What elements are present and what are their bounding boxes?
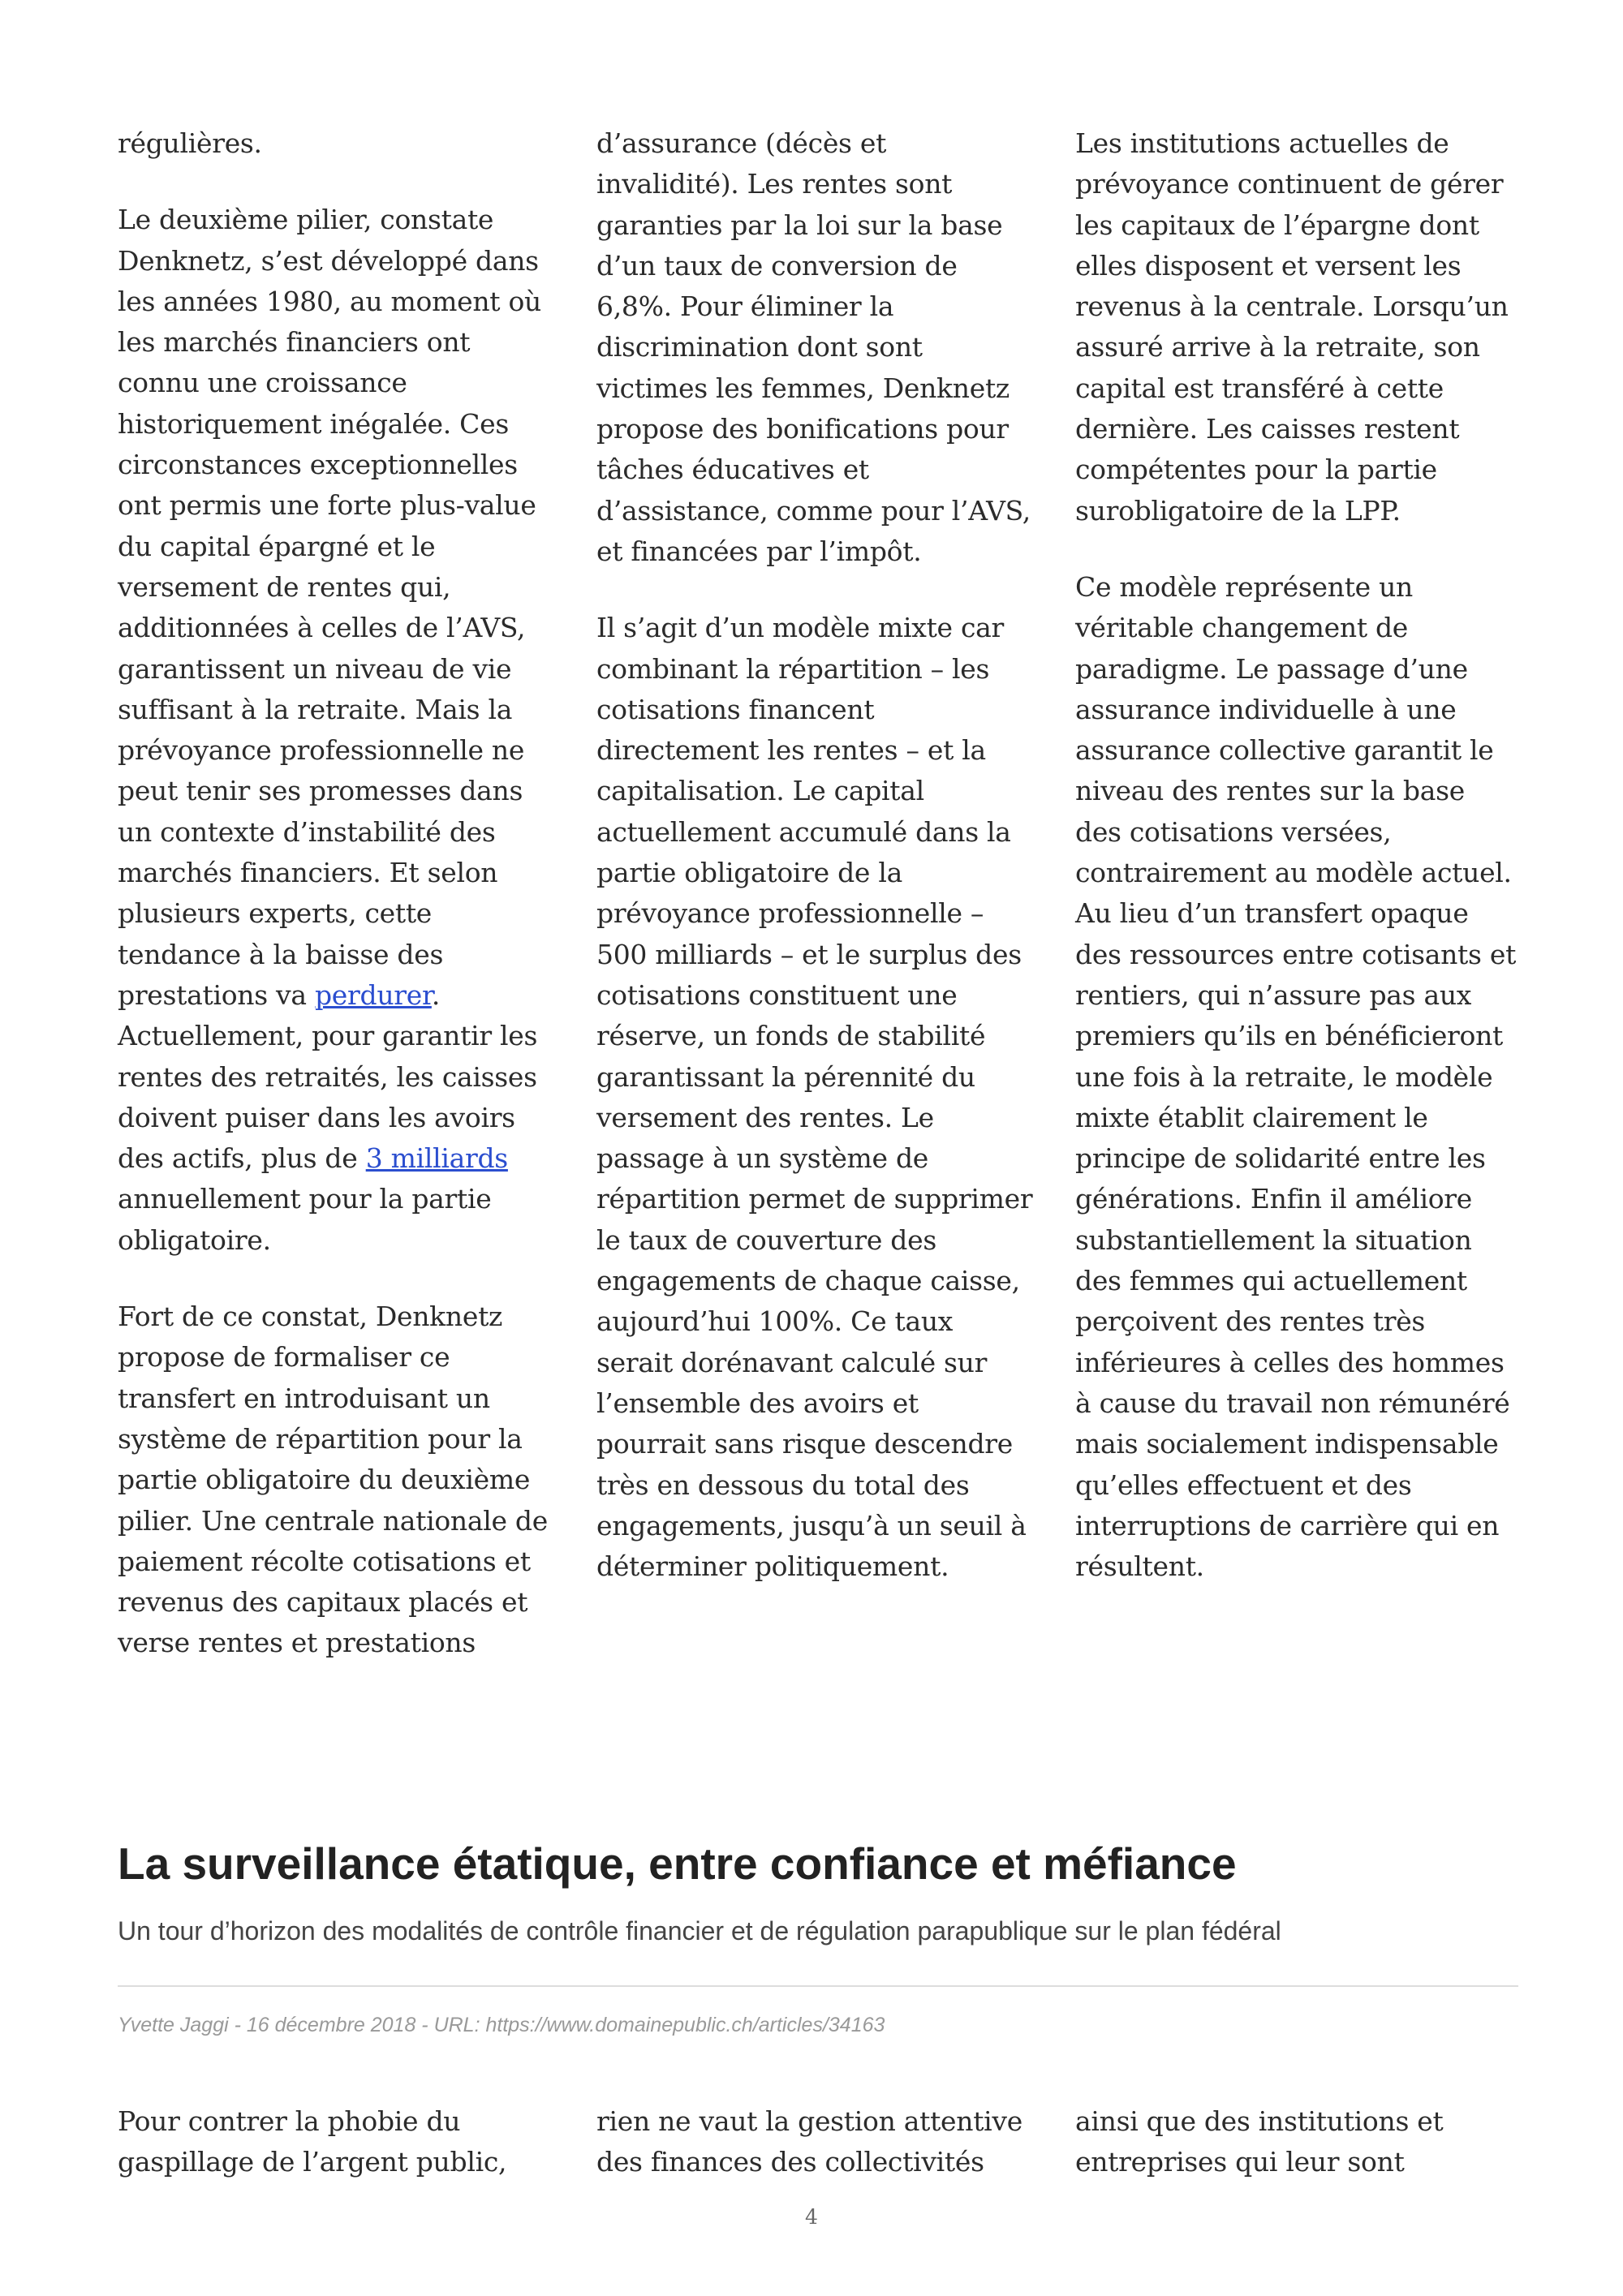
article2-column-1: [118, 2101, 556, 2219]
paragraph: Ce modèle représente un véritable changement de paradigme. Le passage d’une assurance individuelle à une assurance collective garantit le niveau des rentes sur la base des cotisations versées, contrairement au modèle actuel. Au lieu d’un transfert opaque des ressources entre cotisants et rentiers, qui n’assure pas aux premiers qu’ils en bénéficieront une fois à la retraite, le modèle mixte établit clairement le principe de solidarité entre les générations. Enfin il améliore substantiellement la situation des femmes qui actuellement perçoivent des rentes très inférieures à celles des hommes à cause du travail non rémunéré mais socialement indispensable qu’elles effectuent et des interruptions de carrière qui en résultent.: [1075, 570, 1517, 1583]
article-column-1: [118, 123, 556, 1700]
paragraph: Les institutions actuelles de prévoyance continuent de gérer les capitaux de l’épargne dont elles disposent et versent les revenus à la centrale. Lorsqu’un assuré arrive à la retraite, son capital est transféré à cette dernière. Les caisses restent compétentes pour la partie surobligatoire de la LPP.: [1075, 127, 1509, 527]
article-column-2: [596, 123, 1035, 1623]
article-byline: Yvette Jaggi - 16 décembre 2018 - URL: https://www.domainepublic.ch/articles/34163: [118, 2014, 885, 2036]
article2-column-3: [1075, 2101, 1518, 2219]
page-number: 4: [805, 2205, 818, 2229]
paragraph: Pour contrer la phobie du gaspillage de l’argent public,: [118, 2105, 507, 2178]
paragraph: Fort de ce constat, Denknetz propose de formaliser ce transfert en introduisant un système de répartition pour la partie obligatoire du deuxième pilier. Une centrale nationale de paiement récolte cotisations et revenus des capitaux placés et verse rentes et prestations: [118, 1301, 548, 1659]
article2-column-2: [596, 2101, 1051, 2219]
article-column-3: [1075, 123, 1518, 1623]
paragraph: [118, 200, 556, 1261]
link-3-milliards[interactable]: 3 milliards: [365, 1142, 508, 1175]
article-subtitle: Un tour d’horizon des modalités de contrôle financier et de régulation parapublique sur le plan fédéral: [118, 1916, 1281, 1946]
paragraph: régulières.: [118, 127, 262, 159]
link-perdurer[interactable]: perdurer: [314, 978, 432, 1011]
paragraph: rien ne vaut la gestion attentive des finances des collectivités: [596, 2105, 1022, 2178]
paragraph-text: annuellement pour la partie obligatoire.: [118, 1183, 492, 1256]
paragraph: ainsi que des institutions et entreprises qui leur sont: [1075, 2105, 1444, 2178]
paragraph: Il s’agit d’un modèle mixte car combinant la répartition – les cotisations financent directement les rentes – et la capitalisation. Le capital actuellement accumulé dans la partie obligatoire de la prévoyance professionnelle – 500 milliards – et le surplus des cotisations constituent une réserve, un fonds de stabilité garantissant la pérennité du versement des rentes. Le passage à un système de répartition permet de supprimer le taux de couverture des engagements de chaque caisse, aujourd’hui 100%. Ce taux serait dorénavant calculé sur l’ensemble des avoirs et pourrait sans risque descendre très en dessous du total des engagements, jusqu’à un seuil à déterminer politiquement.: [596, 612, 1033, 1583]
paragraph-text: . Actuellement, pour garantir les rentes des retraités, les caisses doivent puiser dans les avoirs des actifs, plus de: [118, 978, 538, 1175]
paragraph: d’assurance (décès et invalidité). Les rentes sont garanties par la loi sur la base d’un taux de conversion de 6,8%. Pour éliminer la discrimination dont sont victimes les femmes, Denknetz propose des bonifications pour tâches éducatives et d’assistance, comme pour l’AVS, et financées par l’impôt.: [596, 127, 1031, 567]
paragraph-text: Le deuxième pilier, constate Denknetz, s’est développé dans les années 1980, au moment où les marchés financiers ont connu une croissance historiquement inégalée. Ces circonstances exceptionnelles ont permis une forte plus-value du capital épargné et le versement de rentes qui, additionnées à celles de l’AVS, garantissent un niveau de vie suffisant à la retraite. Mais la prévoyance professionnelle ne peut tenir ses promesses dans un contexte d’instabilité des marchés financiers. Et selon plusieurs experts, cette tendance à la baisse des prestations va: [118, 204, 541, 1011]
article-title: La surveillance étatique, entre confiance et méfiance: [118, 1838, 1237, 1889]
divider: [118, 1985, 1518, 1987]
